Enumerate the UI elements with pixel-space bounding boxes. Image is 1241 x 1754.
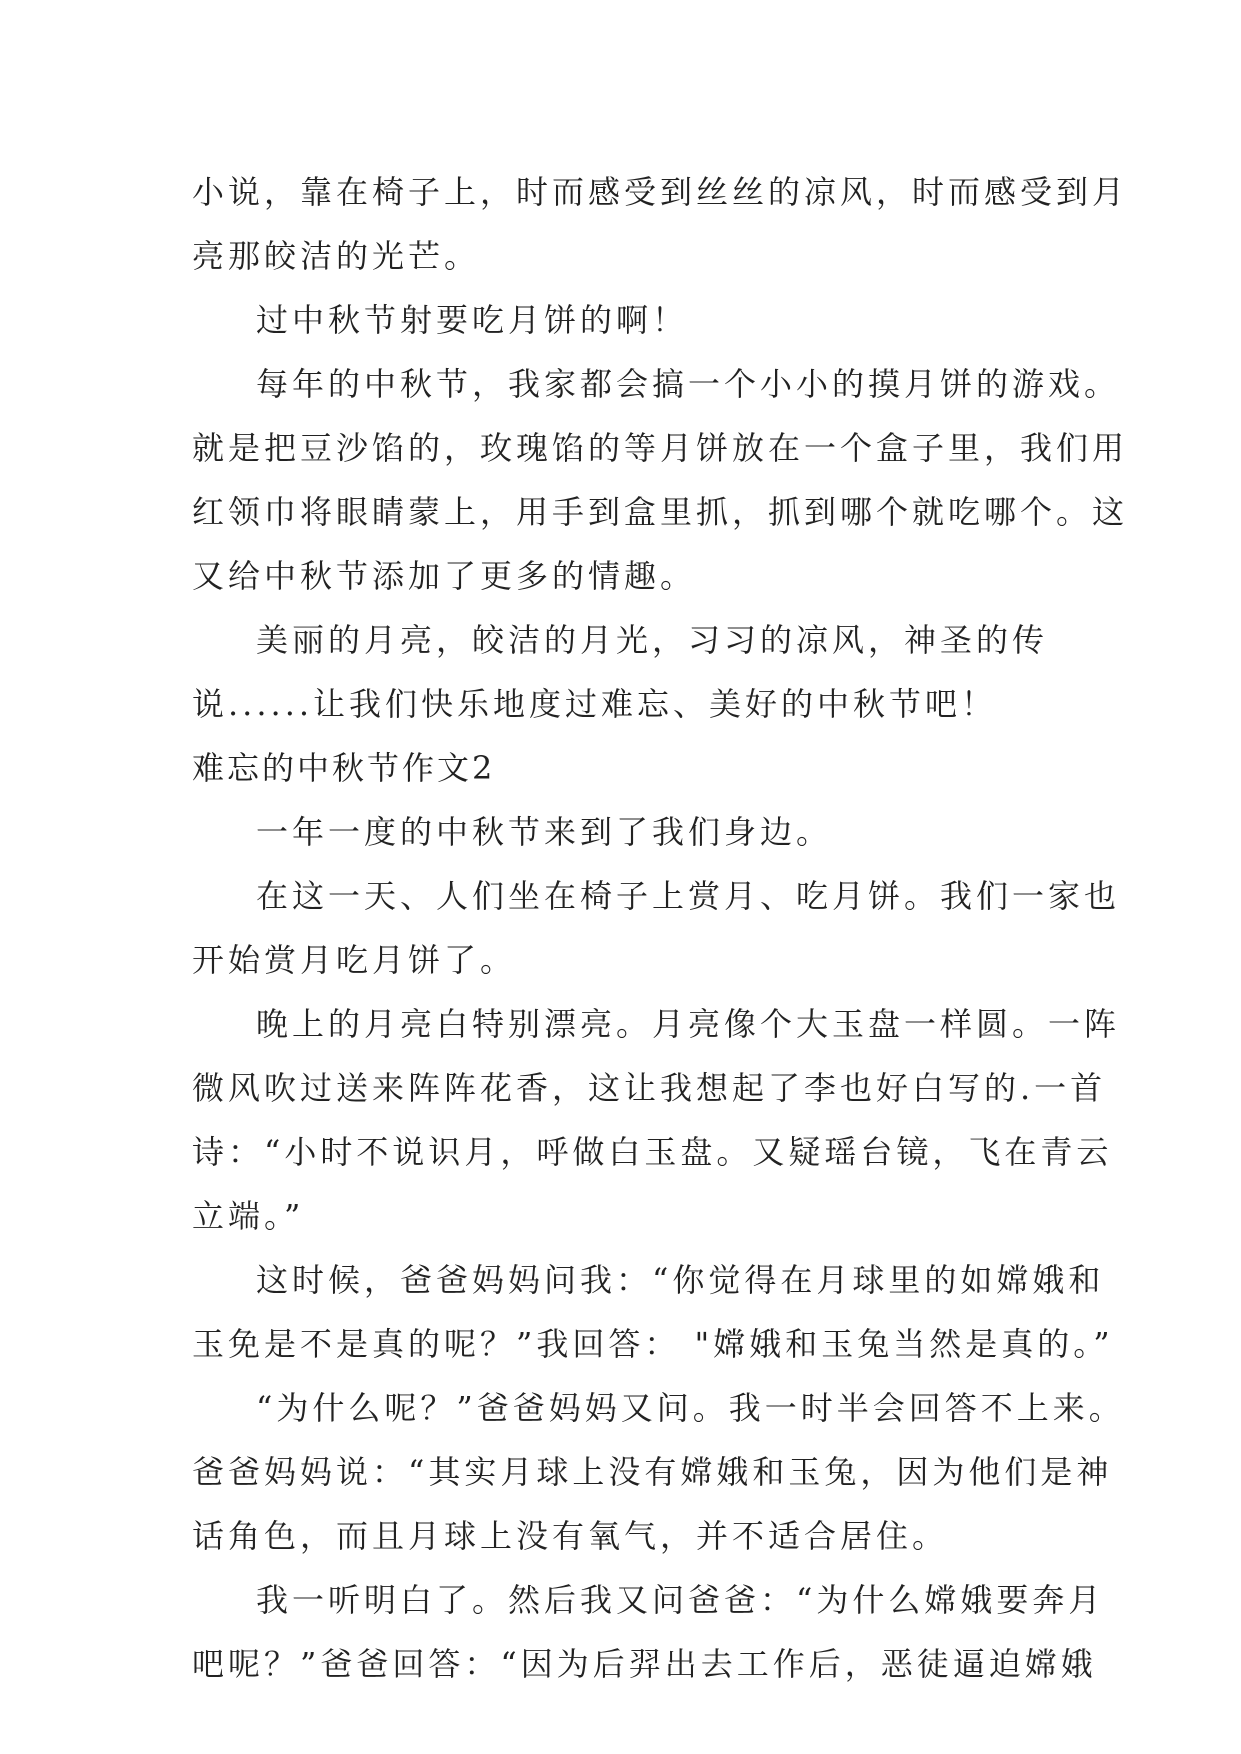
paragraph-line: 在这一天、人们坐在椅子上赏月、吃月饼。我们一家也	[256, 877, 1121, 915]
paragraph-line: 微风吹过送来阵阵花香，这让我想起了李也好白写的.一首	[192, 1069, 1107, 1107]
paragraph-line: 一年一度的中秋节来到了我们身边。	[256, 813, 833, 851]
paragraph-line: 诗：“小时不说识月，呼做白玉盘。又疑瑶台镜，飞在青云	[192, 1133, 1113, 1171]
paragraph-line: 话角色，而且月球上没有氧气，并不适合居住。	[192, 1517, 949, 1555]
paragraph-line: “为什么呢？”爸爸妈妈又问。我一时半会回答不上来。	[256, 1389, 1125, 1427]
paragraph-line: 过中秋节射要吃月饼的啊！	[256, 301, 689, 339]
paragraph-line: 玉免是不是真的呢？”我回答： "嫦娥和玉兔当然是真的。”	[192, 1325, 1114, 1363]
paragraph-line: 吧呢？”爸爸回答：“因为后羿出去工作后，恶徒逼迫嫦娥	[192, 1645, 1097, 1683]
paragraph-line: 美丽的月亮，皎洁的月光，习习的凉风，神圣的传	[256, 621, 1049, 659]
paragraph-line: 说......让我们快乐地度过难忘、美好的中秋节吧！	[192, 685, 998, 723]
paragraph-line: 这时候，爸爸妈妈问我：“你觉得在月球里的如嫦娥和	[256, 1261, 1105, 1299]
paragraph-line: 红领巾将眼睛蒙上，用手到盒里抓，抓到哪个就吃哪个。这	[192, 493, 1129, 531]
paragraph-line: 小说，靠在椅子上，时而感受到丝丝的凉风，时而感受到月	[192, 173, 1129, 211]
paragraph-line: 每年的中秋节，我家都会搞一个小小的摸月饼的游戏。	[256, 365, 1121, 403]
paragraph-line: 爸爸妈妈说：“其实月球上没有嫦娥和玉兔，因为他们是神	[192, 1453, 1113, 1491]
paragraph-line: 又给中秋节添加了更多的情趣。	[192, 557, 697, 595]
paragraph-line: 就是把豆沙馅的，玫瑰馅的等月饼放在一个盒子里，我们用	[192, 429, 1129, 467]
paragraph-line: 晚上的月亮白特别漂亮。月亮像个大玉盘一样圆。一阵	[256, 1005, 1121, 1043]
section-heading: 难忘的中秋节作文2	[192, 749, 496, 787]
paragraph-line: 亮那皎洁的光芒。	[192, 237, 481, 275]
paragraph-line: 我一听明白了。然后我又问爸爸：“为什么嫦娥要奔月	[256, 1581, 1105, 1619]
paragraph-line: 立端。”	[192, 1197, 305, 1235]
paragraph-line: 开始赏月吃月饼了。	[192, 941, 517, 979]
document-body	[192, 160, 1129, 1696]
